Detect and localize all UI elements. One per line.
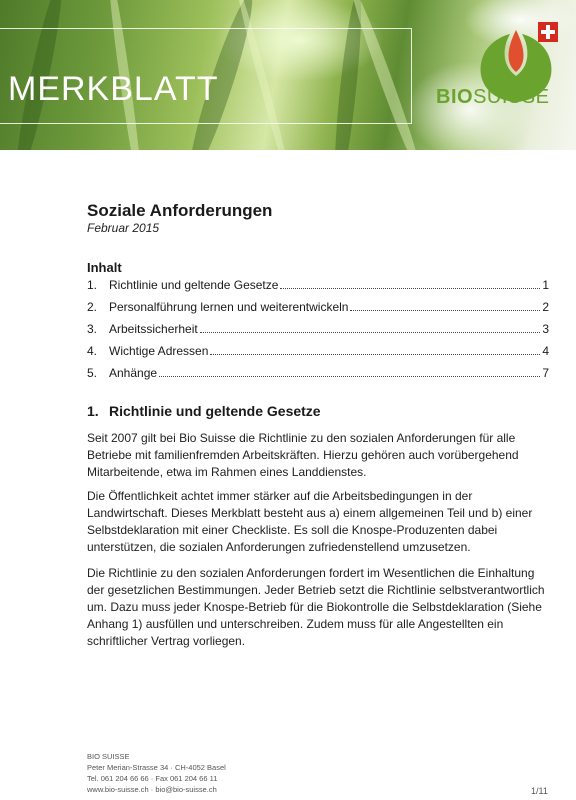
logo-bio: BIO [436, 86, 474, 108]
toc-item[interactable] [87, 364, 549, 386]
footer-org: BIO SUISSE [87, 752, 130, 761]
document-date: Februar 2015 [87, 221, 160, 235]
table-of-contents [87, 276, 549, 386]
toc-item-label: Arbeitssicherheit [109, 322, 198, 336]
logo-suisse: SUISSE [473, 86, 550, 108]
body-paragraph: Seit 2007 gilt bei Bio Suisse die Richtlinie zu den sozialen Anforderungen für alle Betriebe mit familienfremden Arbeitskräften. Hierzu gehören auch vorübergehend Mitarbeitende, etwa im Rahmen eines Landdienstes. [87, 431, 519, 479]
toc-item-label: Personalführung lernen und weiterentwickeln [109, 300, 349, 314]
toc-leader-dots [210, 354, 540, 355]
footer-address [87, 751, 226, 795]
document-title: Soziale Anforderungen [87, 201, 273, 220]
toc-item-number: 2. [87, 300, 98, 314]
toc-leader-dots [280, 288, 540, 289]
toc-item-number: 5. [87, 366, 98, 380]
body-paragraph: Die Öffentlichkeit achtet immer stärker auf die Arbeitsbedingungen in der Landwirtschaft. Dieses Merkblatt besteht aus a) einem allgemeinen Teil und b) einer Selbstdeklaration mit einer Checkliste. Es soll die Knospe-Produzenten dabei unterstützen, die sozialen Anforderungen zufriedenstellend umzusetzen. [87, 489, 533, 554]
toc-item-page: 2 [542, 300, 549, 314]
toc-item[interactable] [87, 298, 549, 320]
page-number: 1/11 [531, 786, 548, 796]
section-number: 1. [87, 403, 99, 419]
toc-item-number: 1. [87, 278, 98, 292]
toc-leader-dots [200, 332, 541, 333]
toc-item[interactable] [87, 342, 549, 364]
toc-item-label: Wichtige Adressen [109, 344, 209, 358]
footer-phone: Tel. 061 204 66 66 · Fax 061 204 66 11 [87, 774, 218, 783]
body-paragraph: Die Richtlinie zu den sozialen Anforderungen fordert im Wesentlichen die Einhaltung der gesetzlichen Bestimmungen. Jeder Betrieb setzt die Richtlinie selbstverantwortlich um. Dazu muss jeder Knospe-Betrieb für die Biokontrolle die Selbstdeklaration (Siehe Anhang 1) ausfüllen und unterschreiben. Zudem muss für alle Angestellten ein schriftlicher Vertrag vorliegen. [87, 566, 545, 648]
toc-item-label: Anhänge [109, 366, 158, 380]
section-heading [87, 403, 321, 419]
toc-item-number: 4. [87, 344, 98, 358]
footer-street: Peter Merian-Strasse 34 · CH-4052 Basel [87, 763, 226, 772]
footer-web-link[interactable]: www.bio-suisse.ch · bio@bio-suisse.ch [87, 785, 217, 794]
section-title: Richtlinie und geltende Gesetze [109, 403, 321, 419]
logo-wordmark [436, 86, 566, 109]
toc-item[interactable] [87, 320, 549, 342]
toc-leader-dots [350, 310, 540, 311]
toc-item-number: 3. [87, 322, 98, 336]
header-banner-image [0, 0, 576, 150]
toc-item-page: 7 [542, 366, 549, 380]
toc-item-page: 4 [542, 344, 549, 358]
toc-item-page: 1 [542, 278, 549, 292]
toc-leader-dots [159, 376, 540, 377]
toc-heading: Inhalt [87, 260, 122, 275]
banner-title: MERKBLATT [8, 70, 219, 108]
toc-item-label: Richtlinie und geltende Gesetze [109, 278, 279, 292]
toc-item[interactable] [87, 276, 549, 298]
toc-item-page: 3 [542, 322, 549, 336]
